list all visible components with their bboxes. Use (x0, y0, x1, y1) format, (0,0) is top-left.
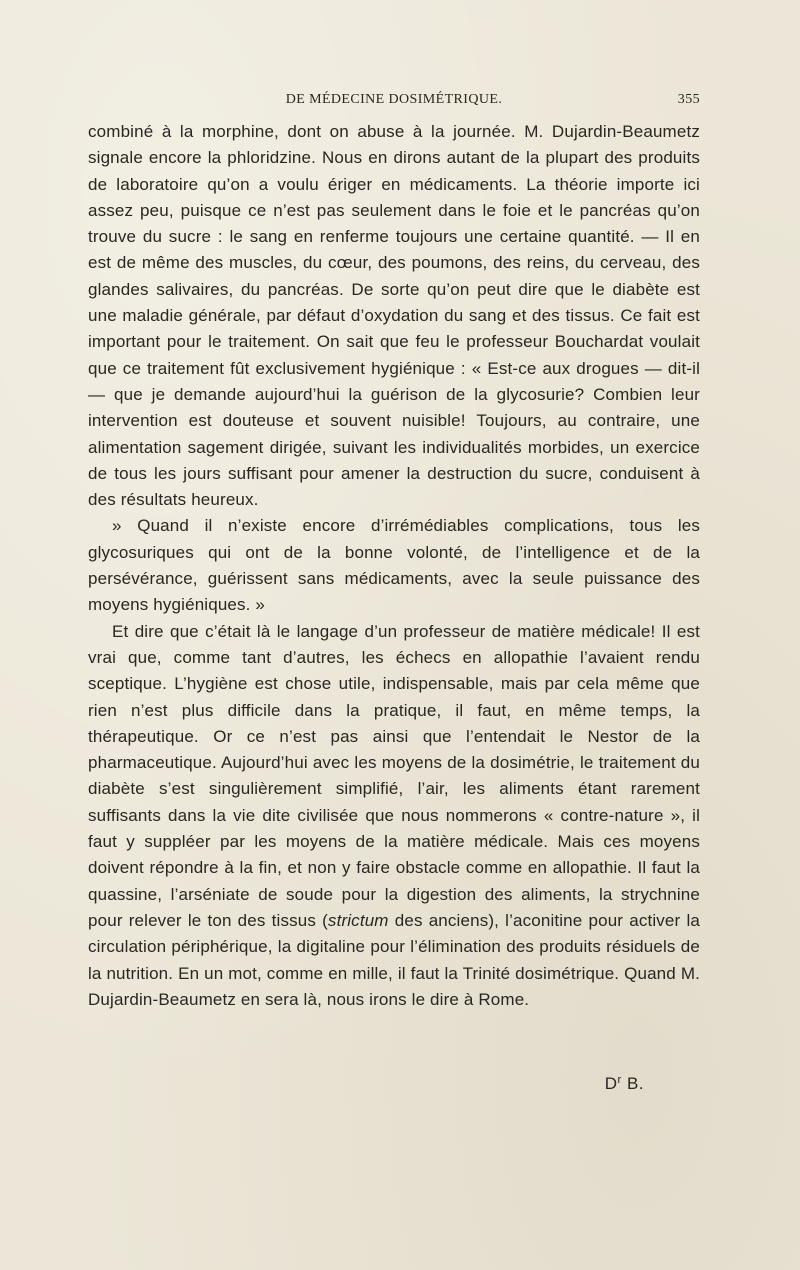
running-title: DE MÉDECINE DOSIMÉTRIQUE. (285, 92, 503, 107)
paragraph-1 (88, 119, 700, 513)
paragraph-2-text: » Quand il n’existe encore d’irrémédiables complications, tous les glycosuriques qui ont de la bonne volonté, de l’intelligence et de la persévérance, guérissent sans médicaments, avec la seule puissance des moyens hygiéniques. » (88, 516, 700, 615)
body-text (88, 119, 700, 1013)
signature-superscript: r (617, 1074, 622, 1086)
paragraph-3-text-end: des anciens), l’aconitine pour activer la circulation périphérique, la digitaline pour l’élimination des produits résiduels de la nutrition. En un mot, comme en mille, il faut la Trinité dosimétrique. Quand M. Dujardin-Beaumetz en sera là, nous irons le dire à Rome. (88, 910, 700, 1009)
paragraph-3-italic-term: strictum (327, 910, 389, 930)
paragraph-2 (88, 513, 700, 618)
paragraph-3-text-start: Et dire que c’était là le langage d’un professeur de matière médicale! Il est vrai que, comme tant d’autres, les échecs en allopathie l’avaient rendu sceptique. L’hygiène est chose utile, indispensable, mais par cela même que rien n’est plus difficile dans la pratique, il faut, en même temps, la thérapeutique. Or ce n’est pas ainsi que l’entendait le Nestor de la pharmaceutique. Aujourd’hui avec les moyens de la dosimétrie, le traitement du diabète s’est singulièrement simplifié, l’air, les aliments étant rarement suffisants dans la vie dite civilisée que nous nommerons « contre-nature », il faut y suppléer par les moyens de la matière médicale. Mais ces moyens doivent répondre à la fin, et non y faire obstacle comme en allopathie. Il faut la quassine, l’arséniate de soude pour la digestion des aliments, la strychnine pour relever le ton des tissus ( (88, 621, 700, 930)
signature-name: B. (626, 1074, 644, 1093)
paragraph-3 (88, 619, 700, 1013)
paragraph-1-text: combiné à la morphine, dont on abuse à la journée. M. Dujardin-Beaumetz signale encore la phloridzine. Nous en dirons autant de la plupart des produits de laboratoire qu’on a voulu ériger en médicaments. La théorie importe ici assez peu, puisque ce n’est pas seulement dans le foie et le pancréas qu’on trouve du sucre : le sang en renferme toujours une certaine quantité. — Il en est de même des muscles, du cœur, des poumons, des reins, du cerveau, des glandes salivaires, du pancréas. De sorte qu’on peut dire que le diabète est une maladie générale, par défaut d’oxydation du sang et des tissus. Ce fait est important pour le traitement. On sait que feu le professeur Bouchardat voulait que ce traitement fût exclusivement hygiénique : « Est-ce aux drogues — dit-il — que je demande aujourd’hui la guérison de la glycosurie? Combien leur intervention est douteuse et souvent nuisible! Toujours, au contraire, une alimentation sagement dirigée, suivant les individualités morbides, un exercice de tous les jours suffisant pour amener la destruction du sucre, conduisent à des résultats heureux. (88, 122, 700, 510)
author-signature (605, 1074, 644, 1094)
page-number: 355 (677, 92, 700, 107)
signature-prefix: D (604, 1074, 618, 1093)
running-head (88, 90, 700, 114)
